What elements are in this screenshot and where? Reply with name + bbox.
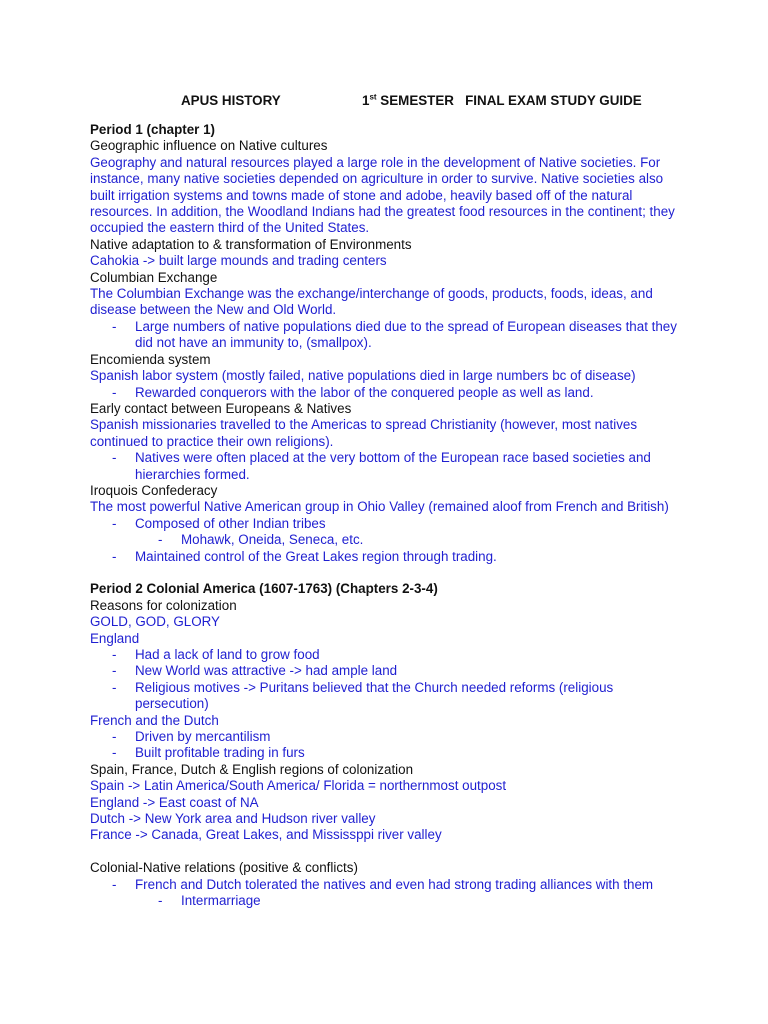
- topic-reasons-colonization: Reasons for colonization: [90, 597, 237, 613]
- list-item: - French and Dutch tolerated the natives and even had strong trading alliances with them: [112, 876, 654, 892]
- topic-early-contact: Early contact between Europeans & Natives: [90, 400, 352, 416]
- topic-iroquois: Iroquois Confederacy: [90, 482, 218, 498]
- answer-early-contact: Spanish missionaries travelled to the Americas to spread Christianity (however, most natives continued to practice their own religions).: [90, 417, 638, 449]
- guide-title: 1st SEMESTER FINAL EXAM STUDY GUIDE: [362, 92, 642, 108]
- course-title: APUS HISTORY: [181, 93, 281, 108]
- topic-regions-colonization: Spain, France, Dutch & English regions of colonization: [90, 761, 414, 777]
- answer-native-adaptation: Cahokia -> built large mounds and trading centers: [90, 253, 387, 269]
- region-spain: Spain -> Latin America/South America/ Florida = northernmost outpost: [90, 778, 507, 794]
- subheading-french-dutch: French and the Dutch: [90, 712, 219, 728]
- sub-list-item: - Intermarriage: [158, 893, 261, 909]
- list-item: - Composed of other Indian tribes: [112, 515, 326, 531]
- sub-list-item: - Mohawk, Oneida, Seneca, etc.: [158, 532, 364, 548]
- topic-columbian-exchange: Columbian Exchange: [90, 269, 218, 285]
- topic-encomienda: Encomienda system: [90, 351, 211, 367]
- list-item: - Driven by mercantilism: [112, 729, 271, 745]
- region-england: England -> East coast of NA: [90, 794, 259, 810]
- answer-gold-god-glory: GOLD, GOD, GLORY: [90, 614, 220, 630]
- list-item: - Religious motives -> Puritans believed that the Church needed reforms (religious persecution): [112, 679, 614, 712]
- topic-native-adaptation: Native adaptation to & transformation of Environments: [90, 236, 412, 252]
- list-item: - Built profitable trading in furs: [112, 745, 305, 761]
- topic-geographic-influence: Geographic influence on Native cultures: [90, 138, 328, 154]
- answer-encomienda: Spanish labor system (mostly failed, native populations died in large numbers bc of disease): [90, 368, 636, 384]
- subheading-england: England: [90, 630, 140, 646]
- document-body: [90, 122, 690, 909]
- list-item: - Large numbers of native populations died due to the spread of European diseases that they did not have an immunity to, (smallpox).: [112, 318, 677, 351]
- document-header: [0, 93, 768, 111]
- list-item: - Had a lack of land to grow food: [112, 646, 320, 662]
- answer-geographic-influence: Geography and natural resources played a large role in the development of Native societies. For instance, many native societies depended on agriculture in order to survive. Native societies also built irrigation systems and towns made of stone and adobe, heavily based off of the natural resources. In addition, the Woodland Indians had the greatest food resources in the continent; they occupied the eastern third of the United States.: [90, 154, 675, 236]
- topic-colonial-native-relations: Colonial-Native relations (positive & conflicts): [90, 860, 358, 876]
- list-item: - Maintained control of the Great Lakes region through trading.: [112, 548, 497, 564]
- answer-columbian-exchange: The Columbian Exchange was the exchange/interchange of goods, products, foods, ideas, and disease between the New and Old World.: [90, 286, 653, 318]
- period-2-heading: Period 2 Colonial America (1607-1763) (Chapters 2-3-4): [90, 581, 438, 597]
- answer-iroquois: The most powerful Native American group in Ohio Valley (remained aloof from French and British): [90, 499, 669, 515]
- region-france: France -> Canada, Great Lakes, and Mississppi river valley: [90, 827, 442, 843]
- list-item: - Natives were often placed at the very bottom of the European race based societies and hierarchies formed.: [112, 450, 651, 482]
- list-item: - Rewarded conquerors with the labor of the conquered people as well as land.: [112, 384, 594, 400]
- list-item: - New World was attractive -> had ample land: [112, 663, 398, 679]
- period-1-heading: Period 1 (chapter 1): [90, 122, 216, 137]
- region-dutch: Dutch -> New York area and Hudson river valley: [90, 811, 376, 827]
